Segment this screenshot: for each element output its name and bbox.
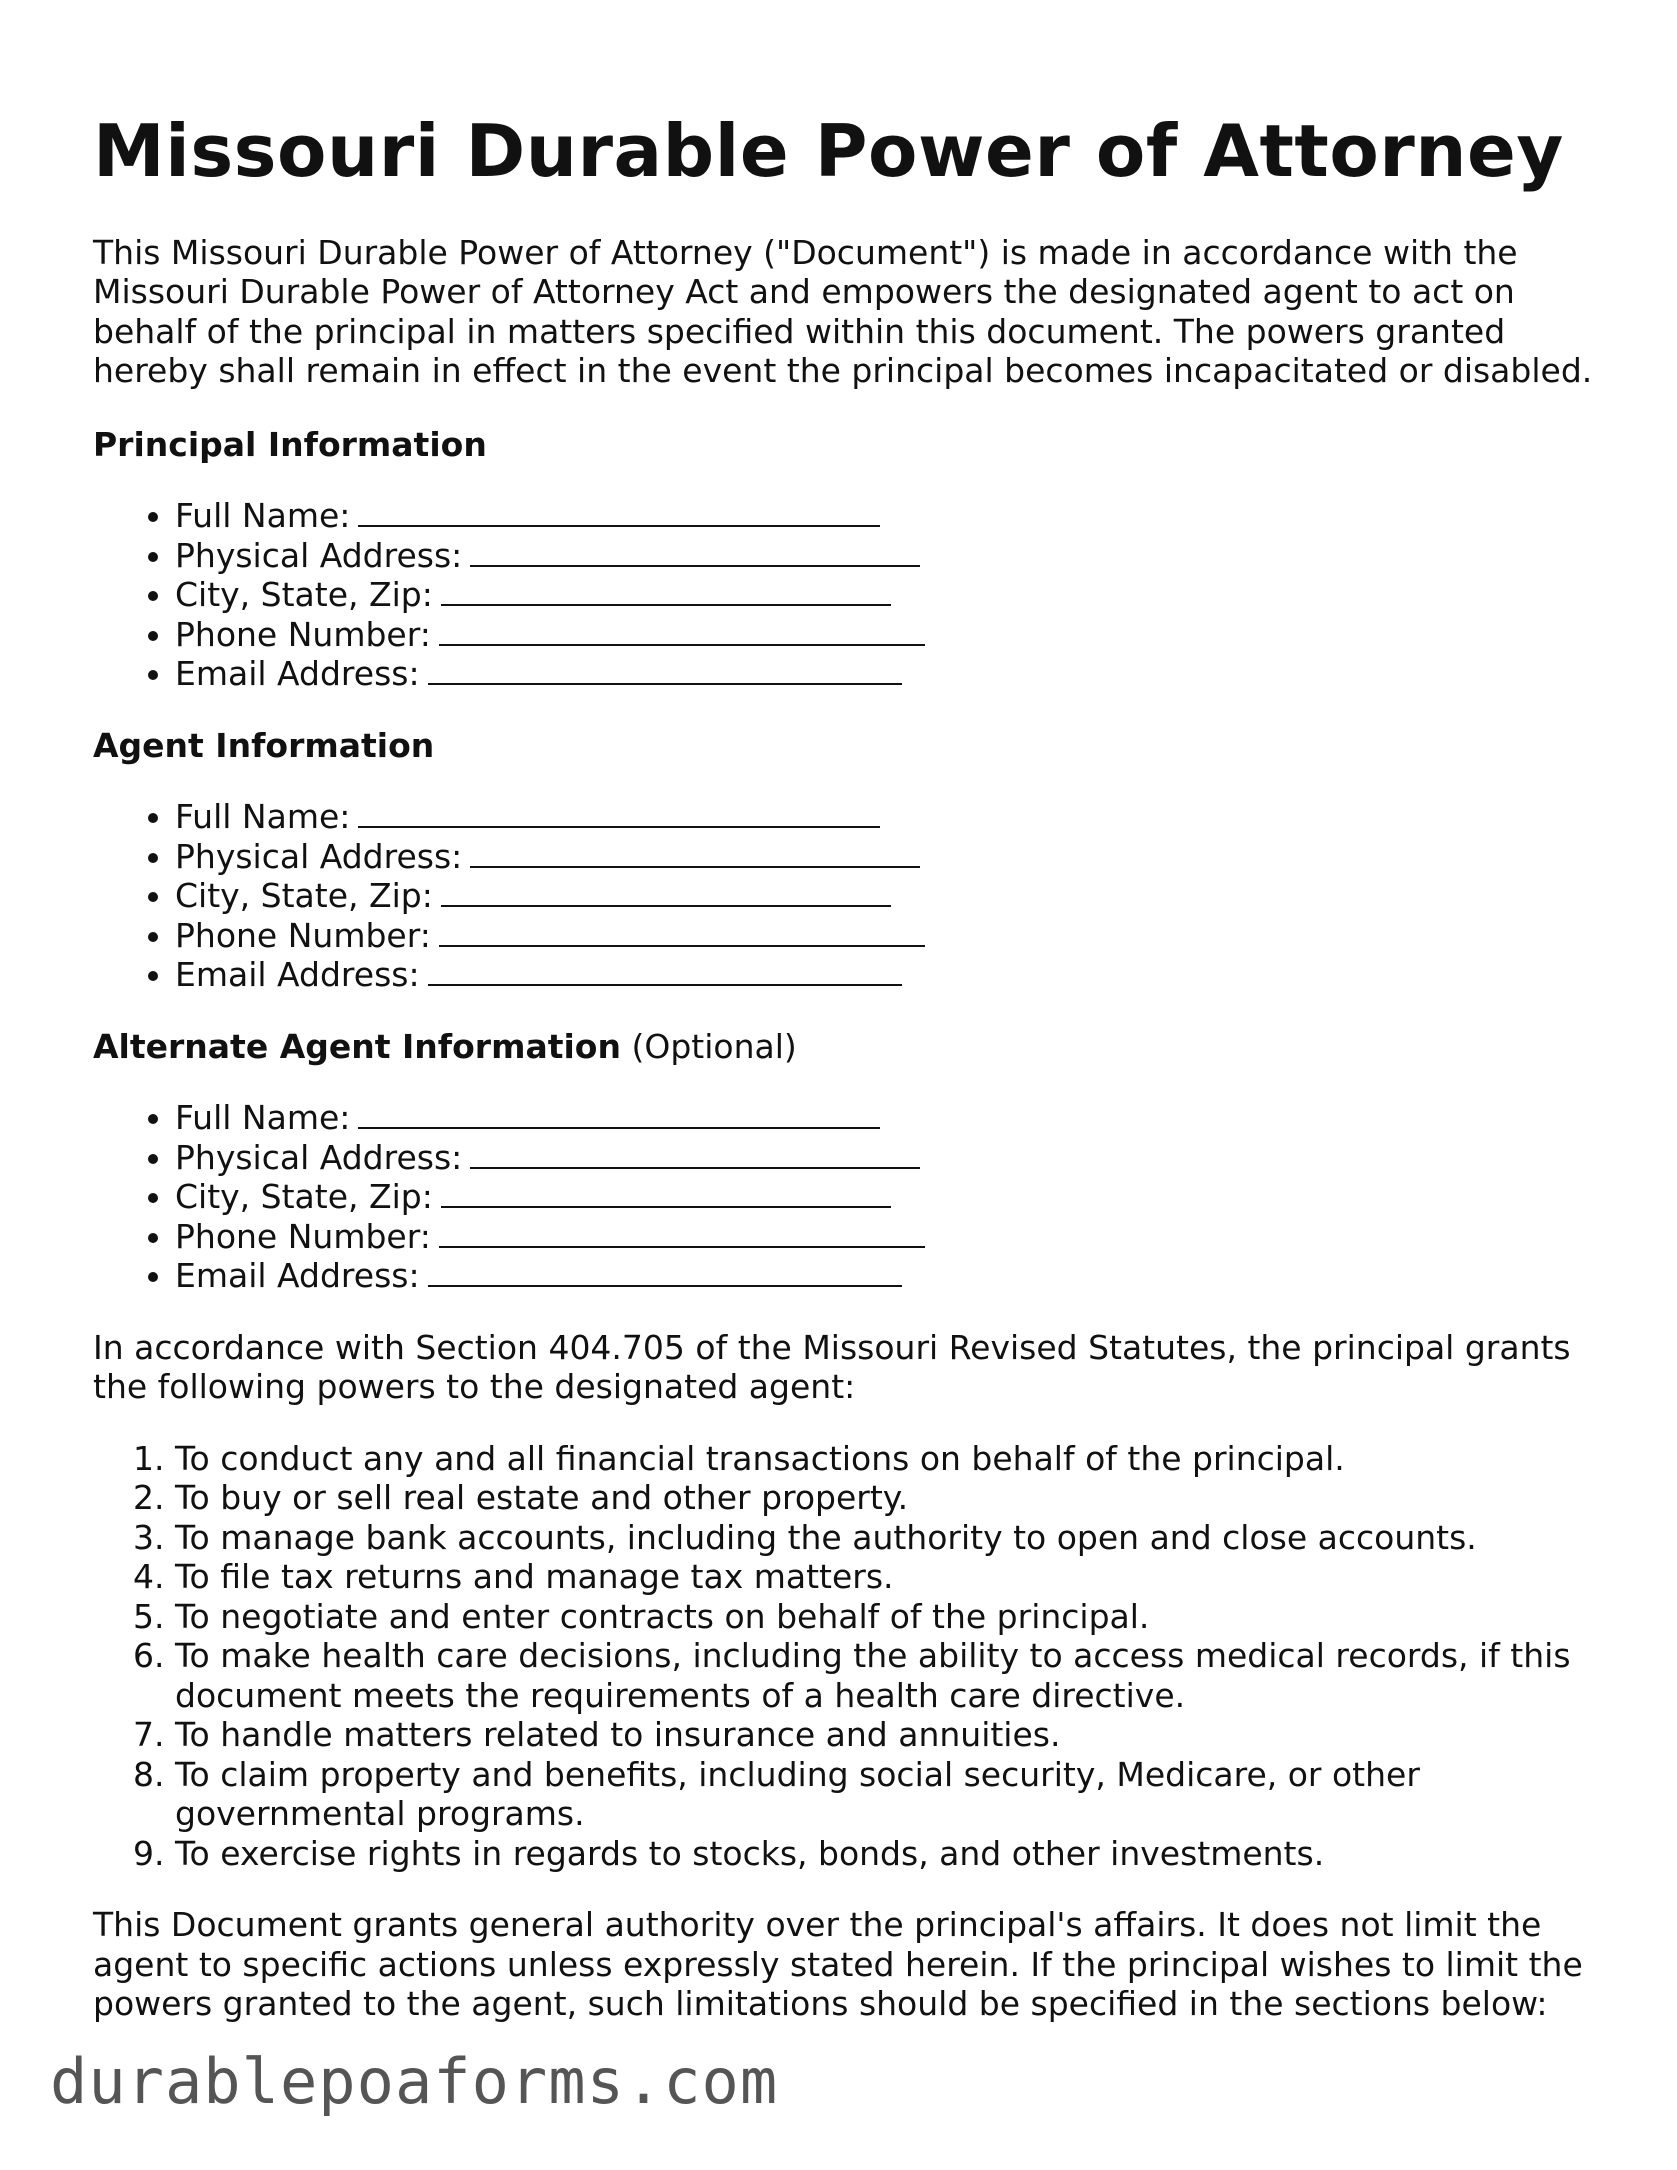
alternate-full-name-blank[interactable] <box>358 1099 880 1129</box>
list-item <box>175 496 1593 536</box>
field-label: Phone Number: <box>175 1216 431 1256</box>
principal-email-blank[interactable] <box>428 655 902 685</box>
field-label: Physical Address: <box>175 1137 463 1177</box>
alternate-city-blank[interactable] <box>441 1178 891 1208</box>
alternate-agent-fields-list <box>93 1098 1593 1296</box>
field-label: Phone Number: <box>175 614 431 654</box>
list-item <box>175 615 1593 655</box>
list-item <box>175 1138 1593 1178</box>
field-label: Full Name: <box>175 797 351 837</box>
agent-email-blank[interactable] <box>428 956 902 986</box>
alternate-address-blank[interactable] <box>470 1139 920 1169</box>
field-label: Physical Address: <box>175 535 463 575</box>
power-item: 7. To handle matters related to insurance and annuities. <box>175 1715 1593 1755</box>
principal-fields-list <box>93 496 1593 694</box>
field-label: Email Address: <box>175 1256 420 1296</box>
document-page <box>93 110 1593 2024</box>
field-label: City, State, Zip: <box>175 1177 433 1217</box>
alternate-heading-text: Alternate Agent Information <box>93 1026 621 1066</box>
list-item <box>175 1177 1593 1217</box>
field-label: Full Name: <box>175 496 351 536</box>
power-item: 4. To file tax returns and manage tax matters. <box>175 1557 1593 1597</box>
list-item <box>175 837 1593 877</box>
alternate-email-blank[interactable] <box>428 1257 902 1287</box>
power-item: 9. To exercise rights in regards to stocks, bonds, and other investments. <box>175 1834 1593 1874</box>
field-label: Full Name: <box>175 1098 351 1138</box>
agent-phone-blank[interactable] <box>439 917 925 947</box>
list-item <box>175 575 1593 615</box>
intro-paragraph: This Missouri Durable Power of Attorney ("Document") is made in accordance with the Missouri Durable Power of Attorney Act and empowers the designated agent to act on behalf of the principal in matters specified within this document. The powers granted hereby shall remain in effect in the event the principal becomes incapacitated or disabled. <box>93 232 1593 391</box>
field-label: Physical Address: <box>175 836 463 876</box>
power-item: 2. To buy or sell real estate and other property. <box>175 1478 1593 1518</box>
field-label: Phone Number: <box>175 915 431 955</box>
field-label: City, State, Zip: <box>175 575 433 615</box>
list-item <box>175 876 1593 916</box>
list-item <box>175 916 1593 956</box>
agent-city-blank[interactable] <box>441 877 891 907</box>
list-item <box>175 654 1593 694</box>
alternate-agent-section-heading <box>93 1027 1593 1067</box>
power-item: 8. To claim property and benefits, including social security, Medicare, or other governmental programs. <box>175 1755 1593 1834</box>
agent-section-heading <box>93 726 1593 766</box>
power-item: 6. To make health care decisions, including the ability to access medical records, if this document meets the requirements of a health care directive. <box>175 1636 1593 1715</box>
field-label: City, State, Zip: <box>175 876 433 916</box>
principal-address-blank[interactable] <box>470 537 920 567</box>
field-label: Email Address: <box>175 654 420 694</box>
list-item <box>175 1256 1593 1296</box>
optional-note: (Optional) <box>631 1026 797 1066</box>
list-item <box>175 797 1593 837</box>
document-title: Missouri Durable Power of Attorney <box>93 109 1564 193</box>
principal-heading-text: Principal Information <box>93 424 487 464</box>
alternate-phone-blank[interactable] <box>439 1218 925 1248</box>
list-item <box>175 955 1593 995</box>
principal-section-heading <box>93 425 1593 465</box>
agent-fields-list <box>93 797 1593 995</box>
general-authority-paragraph: This Document grants general authority over the principal's affairs. It does not limit the agent to specific actions unless expressly stated herein. If the principal wishes to limit the powers granted to the agent, such limitations should be specified in the sections below: <box>93 1905 1583 2024</box>
list-item <box>175 536 1593 576</box>
agent-full-name-blank[interactable] <box>358 798 880 828</box>
list-item <box>175 1098 1593 1138</box>
powers-list <box>93 1439 1593 1874</box>
power-item: 1. To conduct any and all financial transactions on behalf of the principal. <box>175 1439 1593 1479</box>
site-watermark: durablepoaforms.com <box>50 2045 779 2118</box>
principal-city-blank[interactable] <box>441 576 891 606</box>
principal-full-name-blank[interactable] <box>358 497 880 527</box>
power-item: 3. To manage bank accounts, including the authority to open and close accounts. <box>175 1518 1593 1558</box>
list-item <box>175 1217 1593 1257</box>
powers-intro-paragraph: In accordance with Section 404.705 of the Missouri Revised Statutes, the principal grants the following powers to the designated agent: <box>93 1327 1571 1407</box>
agent-address-blank[interactable] <box>470 838 920 868</box>
field-label: Email Address: <box>175 955 420 995</box>
principal-phone-blank[interactable] <box>439 616 925 646</box>
agent-heading-text: Agent Information <box>93 725 435 765</box>
power-item: 5. To negotiate and enter contracts on behalf of the principal. <box>175 1597 1593 1637</box>
